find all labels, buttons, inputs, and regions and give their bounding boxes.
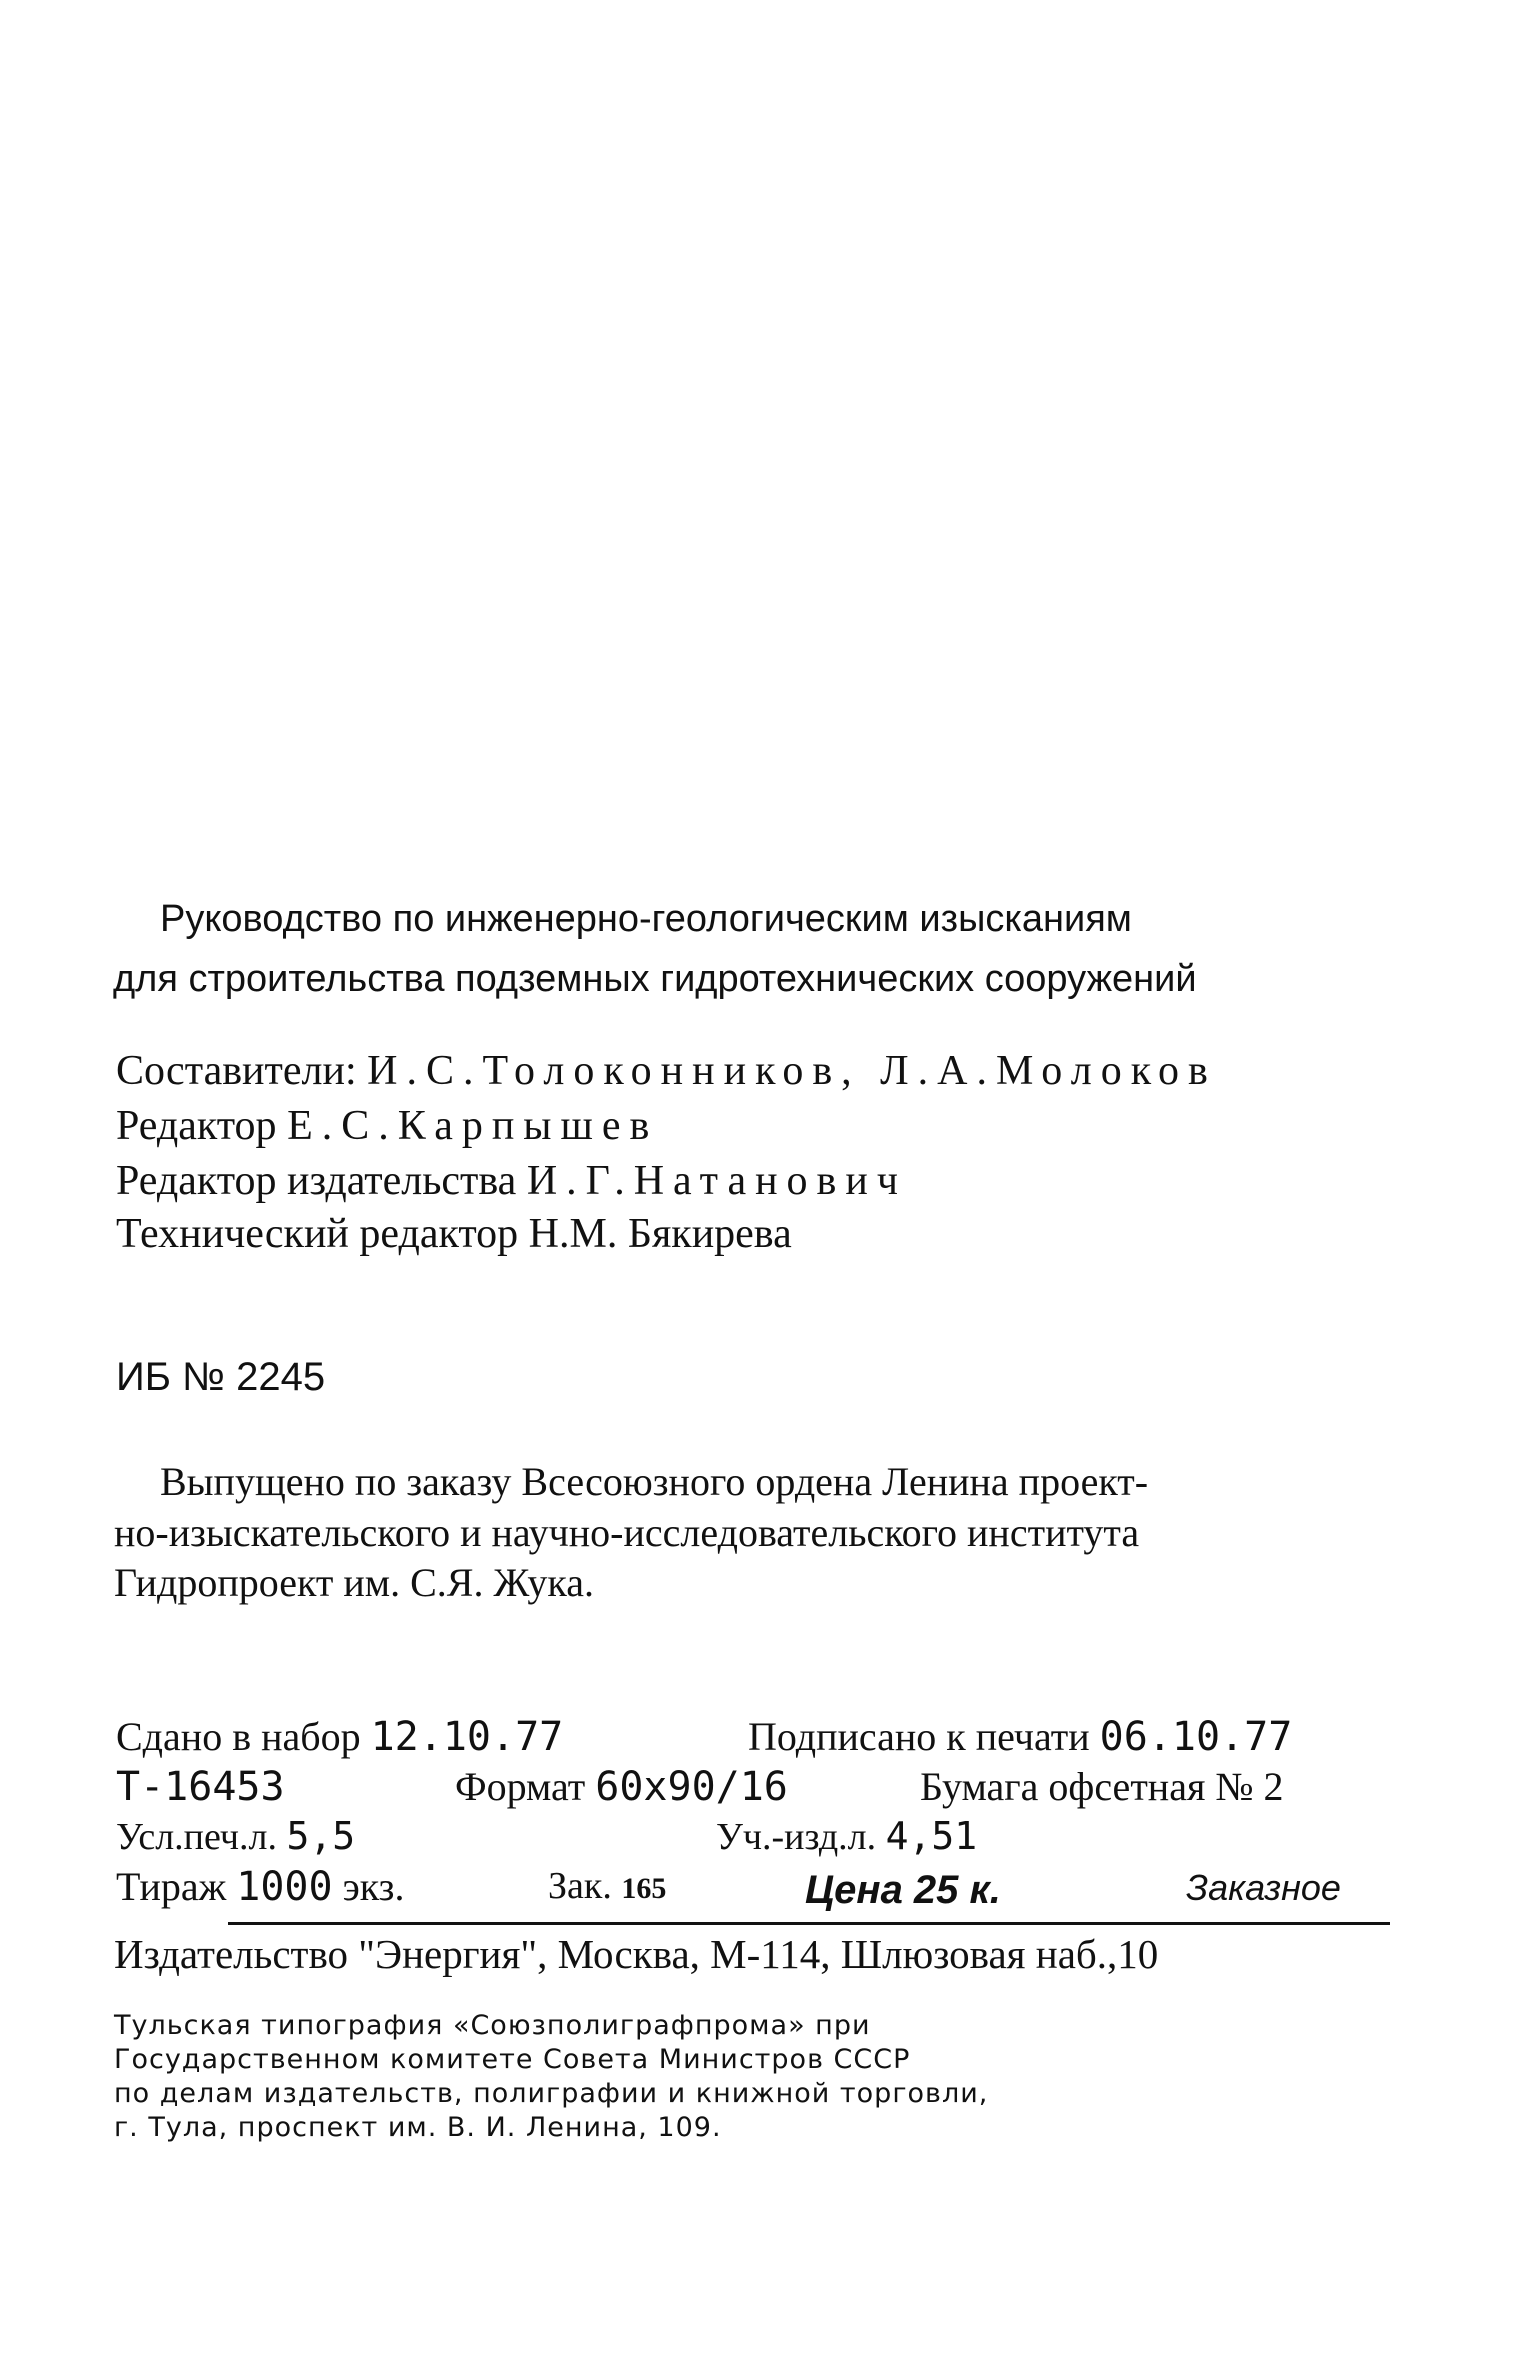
- printer-line-2: Государственном комитете Совета Министров СССР: [114, 2044, 911, 2075]
- t-number: Т-16453: [116, 1764, 285, 1810]
- order-note-line-3: Гидропроект им. С.Я. Жука.: [114, 1560, 594, 1605]
- editor-label: Редактор: [116, 1103, 277, 1149]
- editor-value: Е.С.Карпышев: [287, 1103, 659, 1149]
- publisher-line: Издательство "Энергия", Москва, М-114, Шлюзовая наб.,10: [114, 1931, 1159, 1977]
- imprint-divider: [228, 1922, 1390, 1925]
- printer-line-4: г. Тула, проспект им. В. И. Ленина, 109.: [114, 2112, 722, 2143]
- tech-editor-label: Технический редактор: [116, 1211, 519, 1257]
- order-number-line: [548, 1867, 666, 1905]
- compilers-label: Составители:: [116, 1048, 357, 1094]
- print-sheets-line: [116, 1814, 356, 1858]
- signed-date: 06.10.77: [1099, 1714, 1293, 1760]
- imprint-signed-line: [748, 1714, 1293, 1760]
- imprint-set-line: [116, 1714, 564, 1760]
- tech-editor-value: Н.М. Бякирева: [528, 1211, 792, 1257]
- tech-editor-line: [116, 1213, 792, 1255]
- format-label: Формат: [455, 1764, 586, 1809]
- book-title-line-1: Руководство по инженерно-геологическим изысканиям: [160, 898, 1132, 940]
- print-sheets-label: Усл.печ.л.: [116, 1816, 277, 1858]
- pub-sheets-value: 4,51: [885, 1814, 978, 1858]
- circulation-value: 1000: [236, 1864, 333, 1910]
- set-label: Сдано в набор: [116, 1714, 361, 1759]
- circulation-line: [116, 1864, 405, 1910]
- compilers-value: И.С.Толоконников, Л.А.Молоков: [367, 1048, 1217, 1094]
- order-note-line-2: но-изыскательского и научно-исследовательского института: [114, 1510, 1140, 1555]
- order-value: 165: [621, 1872, 667, 1905]
- editor-line: [116, 1105, 658, 1147]
- printer-line-1: Тульская типография «Союзполиграфпрома» при: [114, 2010, 871, 2041]
- format-line: [455, 1764, 788, 1810]
- set-date: 12.10.77: [370, 1714, 564, 1760]
- paper-type: Бумага офсетная № 2: [920, 1764, 1284, 1809]
- publisher-editor-line: [116, 1160, 907, 1202]
- printer-line-3: по делам издательств, полиграфии и книжной торговли,: [114, 2078, 989, 2109]
- custom-order-label: Заказное: [1186, 1867, 1341, 1908]
- pub-sheets-label: Уч.-изд.л.: [716, 1816, 877, 1858]
- order-label: Зак.: [548, 1865, 612, 1907]
- print-sheets-value: 5,5: [286, 1814, 356, 1858]
- ib-number: ИБ № 2245: [116, 1355, 326, 1399]
- format-value: 60х90/16: [595, 1764, 788, 1810]
- publisher-editor-label: Редактор издательства: [116, 1158, 517, 1204]
- pub-sheets-line: [716, 1814, 978, 1858]
- price: Цена 25 к.: [805, 1868, 1001, 1912]
- order-note-line-1: Выпущено по заказу Всесоюзного ордена Ленина проект-: [160, 1459, 1149, 1504]
- publisher-editor-value: И.Г.Натанович: [526, 1158, 907, 1204]
- circulation-label: Тираж: [116, 1864, 227, 1909]
- circulation-unit: экз.: [342, 1864, 405, 1909]
- book-title-line-2: для строительства подземных гидротехнических сооружений: [113, 958, 1197, 1000]
- signed-label: Подписано к печати: [748, 1714, 1090, 1759]
- compilers-line: [116, 1050, 1217, 1092]
